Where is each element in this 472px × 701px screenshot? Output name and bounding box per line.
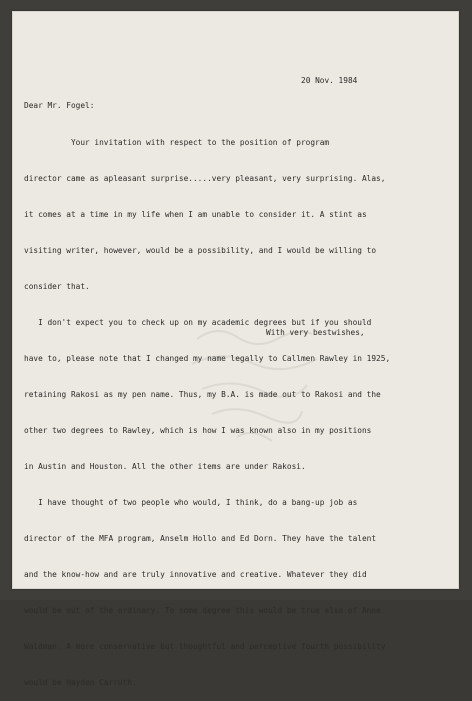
body-line: have to, please note that I changed my name legally to Callmen Rawley in 1925, [24,354,391,363]
body-line: would be Hayden Carruth. [24,678,137,687]
body-line: in Austin and Houston. All the other items are under Rakosi. [24,462,306,471]
body-line: consider that. [24,282,90,291]
body-line: Your invitation with respect to the position of program [24,138,330,147]
body-line: I have thought of two people who would, I think, do a bang-up job as [24,498,358,507]
body-line: visiting writer, however, would be a possibility, and I would be willing to [24,246,377,255]
letter-salutation: Dear Mr. Fogel: [24,101,95,110]
body-line: and the know-how and are truly innovative and creative. Whatever they did [24,570,367,579]
body-line: it comes at a time in my life when I am unable to consider it. A stint as [24,210,367,219]
body-line: retaining Rakosi as my pen name. Thus, my B.A. is made out to Rakosi and the [24,390,381,399]
body-line: would be out of the ordinary. To some degree this would be true also of Anne [24,606,381,615]
letter-body [24,113,390,701]
letter-date: 20 Nov. 1984 [301,76,358,85]
body-line: director of the MFA program, Anselm Hollo and Ed Dorn. They have the talent [24,534,377,543]
body-line: director came as apleasant surprise.....very pleasant, very surprising. Alas, [24,174,386,183]
body-line: other two degrees to Rawley, which is how I was known also in my positions [24,426,372,435]
body-line: Waldman. A more conservative but thoughtful and perceptive fourth possibility [24,642,386,651]
letter-closing: With very bestwishes, [266,328,365,337]
body-line: I don't expect you to check up on my academic degrees but if you should [24,318,372,327]
